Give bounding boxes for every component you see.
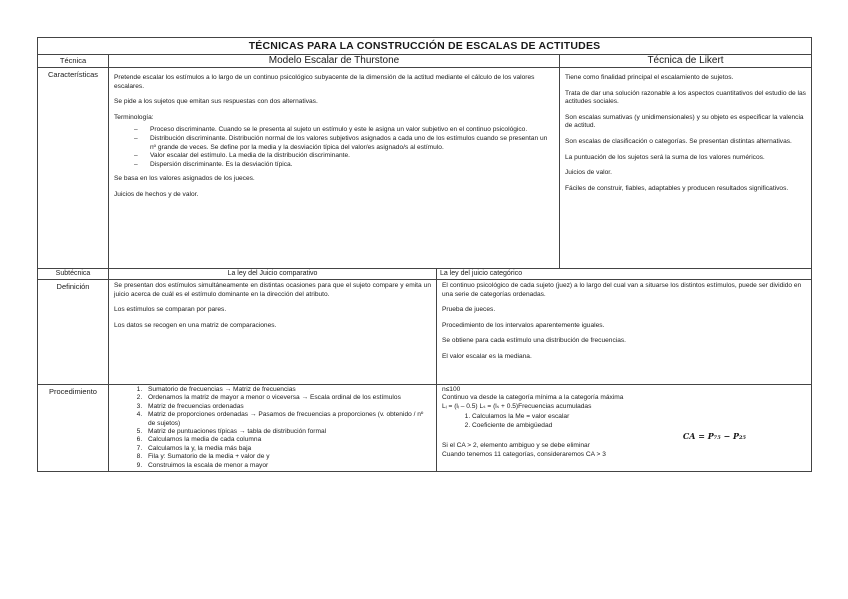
table-title: TÉCNICAS PARA LA CONSTRUCCIÓN DE ESCALAS DE ACTITUDES	[38, 38, 812, 55]
list-item: 5. Matriz de puntuaciones típicas → tabla de distribución formal	[144, 428, 431, 436]
procedure-list	[114, 386, 431, 470]
list-item: 9. Construimos la escala de menor a mayor	[144, 462, 431, 470]
likert-header: Técnica de Likert	[560, 55, 812, 68]
likert-char-p: Trata de dar una solución razonable a los aspectos cuantitativos del estudio de las actitudes sociales.	[565, 89, 806, 106]
likert-procedure	[437, 385, 812, 472]
likert-proc-line: Continuo va desde la categoría mínima a la categoría máxima	[442, 394, 624, 402]
likert-char-p: La puntuación de los sujetos será la suma de los valores numéricos.	[565, 153, 765, 161]
likert-definition	[437, 280, 812, 385]
terminologia-label: Terminología:	[114, 113, 154, 121]
document-page	[37, 37, 811, 545]
list-item: 6. Calculamos la media de cada columna	[144, 436, 431, 444]
procedimiento-label: Procedimiento	[38, 385, 109, 472]
terminology-list	[114, 126, 554, 169]
likert-proc-line: Lᵢ = (lᵢ – 0.5) Lₛ = (lₛ + 0.5)Frecuencias acumuladas	[442, 402, 592, 410]
list-item: – Dispersión discriminante. Es la desviación típica.	[150, 161, 554, 170]
definition-p: Prueba de jueces.	[442, 306, 496, 314]
list-item: 2. Ordenamos la matriz de mayor a menor o viceversa → Escala ordinal de los estímulos	[144, 394, 431, 402]
likert-proc-line: Si el CA > 2, elemento ambiguo y se debe eliminar	[442, 442, 590, 450]
thurstone-char-p3: Se basa en los valores asignados de los jueces.	[114, 175, 255, 183]
list-item: 3. Matriz de frecuencias ordenadas	[144, 403, 431, 411]
definicion-label: Definición	[38, 280, 109, 385]
thurstone-procedure	[109, 385, 437, 472]
definition-p: Se presentan dos estímulos simultáneamente en distintas ocasiones para que el sujeto compare y emita un juicio acerca de cuál es el estímulo dominante en la dirección del atributo.	[114, 282, 431, 298]
definition-p: Procedimiento de los intervalos aparentemente iguales.	[442, 321, 605, 329]
list-item: 4. Matriz de proporciones ordenadas → Pasamos de frecuencias a proporciones (v. obtenido / nº de sujetos)	[144, 411, 431, 428]
definicion-row	[38, 280, 812, 385]
subtecnica-row	[38, 269, 812, 280]
likert-char-p: Son escalas sumativas (y unidimensionales) y su objeto es especificar la valencia de actitud.	[565, 113, 804, 130]
list-item: – Distribución discriminante. Distribución normal de los valores subjetivos asignados a cada uno de los estímulos cuando se presentan un nº grande de veces. Se define por la media y la desviación típica del valor/es asignado/s al estímulo.	[150, 135, 554, 152]
likert-steps-list	[442, 413, 806, 430]
likert-char-p: Juicios de valor.	[565, 169, 612, 177]
definition-p: El valor escalar es la mediana.	[442, 352, 532, 360]
title-row	[38, 38, 812, 55]
subtecnica-likert: La ley del juicio categórico	[437, 269, 812, 280]
thurstone-header: Modelo Escalar de Thurstone	[109, 55, 560, 68]
definition-p: Los estímulos se comparan por pares.	[114, 306, 227, 314]
list-item: – Proceso discriminante. Cuando se le presenta al sujeto un estímulo y este le asigna un valor subjetivo en el continuo psicológico.	[150, 126, 554, 135]
definition-p: El continuo psicológico de cada sujeto (juez) a lo largo del cual van a situarse los distintos estímulos, puede ser dividido en una serie de categorías ordenadas.	[442, 282, 802, 298]
definition-p: Se obtiene para cada estímulo una distribución de frecuencias.	[442, 337, 627, 345]
subtecnica-label: Subtécnica	[38, 269, 109, 280]
tecnica-label: Técnica	[38, 55, 109, 68]
procedimiento-row	[38, 385, 812, 472]
list-item: 1. Calculamos la Me = valor escalar	[472, 413, 806, 421]
thurstone-char-p1: Pretende escalar los estímulos a lo largo de un continuo psicológico subyacente de la dimensión de la actitud mediante el cálculo de los valores escalares.	[114, 74, 535, 90]
thurstone-characteristics	[109, 68, 560, 269]
definition-p: Los datos se recogen en una matriz de comparaciones.	[114, 321, 277, 329]
caracteristicas-label: Características	[38, 68, 109, 269]
list-item: 7. Calculamos la y, la media más baja	[144, 445, 431, 453]
attitude-scales-table	[37, 37, 812, 472]
likert-proc-line: n≤100	[442, 386, 461, 393]
list-item: 2. Coeficiente de ambigüedad	[472, 422, 806, 430]
thurstone-char-p4: Juicios de hechos y de valor.	[114, 190, 199, 198]
thurstone-char-p2: Se pide a los sujetos que emitan sus respuestas con dos alternativas.	[114, 98, 318, 106]
subtecnica-thurstone: La ley del Juicio comparativo	[109, 269, 437, 280]
likert-proc-line: Cuando tenemos 11 categorías, consideraremos CA > 3	[442, 450, 606, 458]
list-item: 8. Fila y: Sumatorio de la media + valor de y	[144, 453, 431, 461]
likert-characteristics	[560, 68, 812, 269]
thurstone-definition	[109, 280, 437, 385]
header-row	[38, 55, 812, 68]
likert-char-p: Fáciles de construir, fiables, adaptables y producen resultados significativos.	[565, 184, 789, 192]
list-item: 1. Sumatorio de frecuencias → Matriz de frecuencias	[144, 386, 431, 394]
list-item: – Valor escalar del estímulo. La media de la distribución discriminante.	[150, 152, 554, 161]
likert-char-p: Tiene como finalidad principal el escalamiento de sujetos.	[565, 74, 734, 81]
ca-formula: CA = P₇₅ − P₂₅	[682, 431, 747, 442]
likert-char-p: Son escalas de clasificación o categorías. Se presentan distintas alternativas.	[565, 137, 792, 145]
caracteristicas-row	[38, 68, 812, 269]
